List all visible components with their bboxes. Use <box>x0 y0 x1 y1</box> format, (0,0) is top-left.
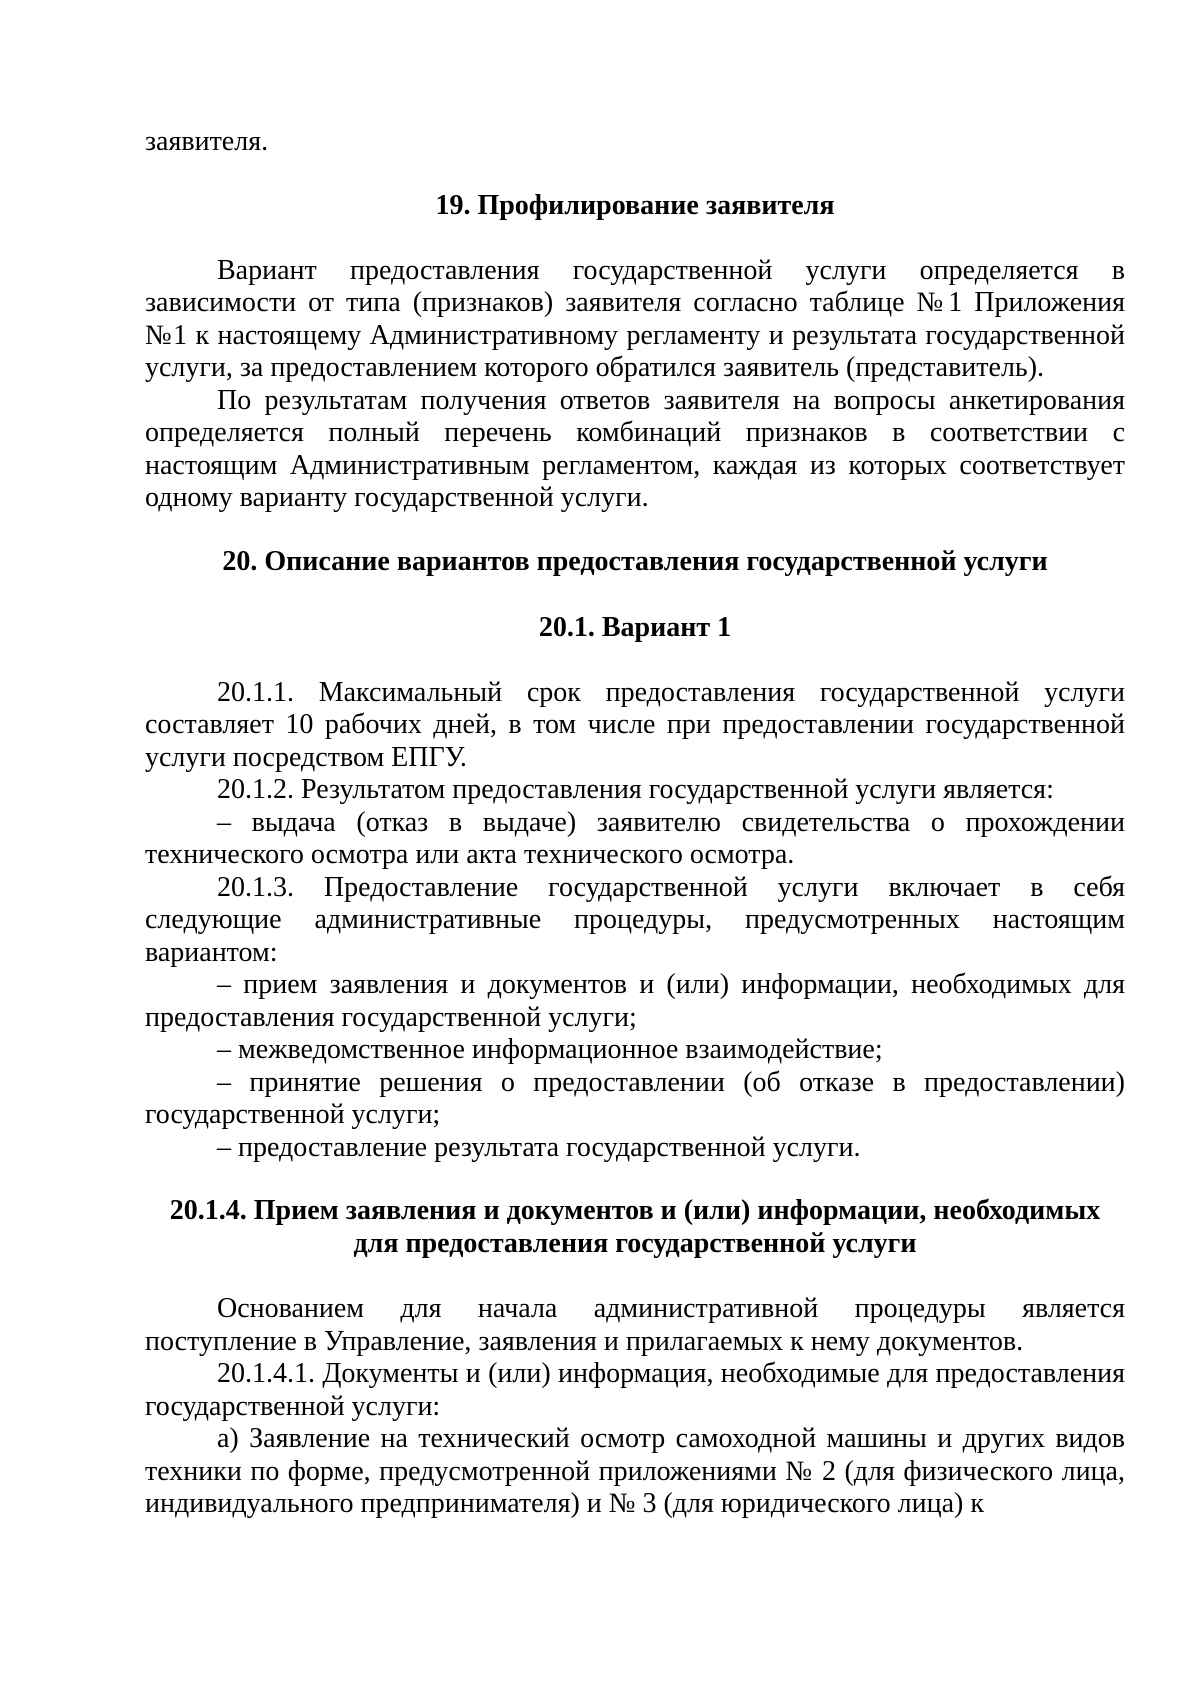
section-20-paragraph-7: – принятие решения о предоставлении (об отказе в предоставлении) государственной услуги; <box>145 1066 1125 1130</box>
section-20-paragraph-8: – предоставление результата государственной услуги. <box>217 1131 861 1163</box>
section-20-1-4-heading-line-1: 20.1.4. Прием заявления и документов и (или) информации, необходимых <box>169 1195 1101 1226</box>
document-body <box>145 126 1125 1521</box>
section-20-paragraph-3: – выдача (отказ в выдаче) заявителю свидетельства о прохождении технического осмотра или акта технического осмотра. <box>145 806 1125 870</box>
section-20-1-4-heading <box>145 1194 1125 1260</box>
section-20-1-4-paragraph-1: Основанием для начала административной процедуры является поступление в Управление, заявления и прилагаемых к нему документов. <box>145 1293 1125 1357</box>
section-20-paragraph-1: 20.1.1. Максимальный срок предоставления государственной услуги составляет 10 рабочих дней, в том числе при предоставлении государственной услуги посредством ЕПГУ. <box>145 676 1125 773</box>
section-20-paragraph-5: – прием заявления и документов и (или) информации, необходимых для предоставления государственной услуги; <box>145 969 1125 1033</box>
section-20-1-heading: 20.1. Вариант 1 <box>538 611 732 643</box>
section-20-paragraph-2: 20.1.2. Результатом предоставления государственной услуги является: <box>217 774 1054 805</box>
section-20-paragraph-6: – межведомственное информационное взаимодействие; <box>217 1034 883 1065</box>
section-19-heading: 19. Профилирование заявителя <box>435 189 835 221</box>
section-20-1-4-paragraph-2: 20.1.4.1. Документы и (или) информация, необходимые для предоставления государственной услуги: <box>145 1358 1125 1422</box>
section-20-paragraph-4: 20.1.3. Предоставление государственной услуги включает в себя следующие административные процедуры, предусмотренных настоящим вариантом: <box>145 871 1125 968</box>
section-19-paragraph-2: По результатам получения ответов заявителя на вопросы анкетирования определяется полный перечень комбинаций признаков в соответствии с настоящим Административным регламентом, каждая из которых соответствует одному варианту государственной услуги. <box>145 384 1125 513</box>
section-19-paragraph-1: Вариант предоставления государственной услуги определяется в зависимости от типа (признаков) заявителя согласно таблице №1 Приложения №1 к настоящему Административному регламенту и результата государственной услуги, за предоставлением которого обратился заявитель (представитель). <box>145 254 1125 383</box>
section-20-1-4-paragraph-3: а) Заявление на технический осмотр самоходной машины и других видов техники по форме, предусмотренной приложениями № 2 (для физического лица, индивидуального предпринимателя) и № 3 (для юридического лица) к <box>145 1423 1125 1519</box>
continuation-text: заявителя. <box>145 126 269 157</box>
section-20-heading: 20. Описание вариантов предоставления государственной услуги <box>222 545 1048 577</box>
section-20-1-4-heading-line-2: для предоставления государственной услуги <box>353 1228 917 1259</box>
